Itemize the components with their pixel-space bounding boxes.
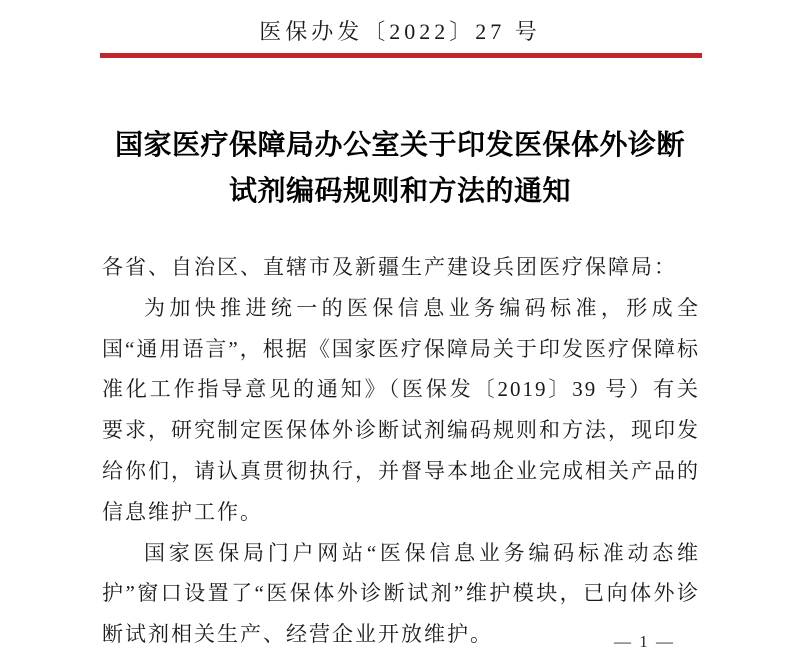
document-title-line-1: 国家医疗保障局办公室关于印发医保体外诊断 [114,130,685,161]
page-number: — 1 — [614,632,675,651]
document-title [100,123,700,215]
recipient-line: 各省、自治区、直辖市及新疆生产建设兵团医疗保障局： [102,255,677,279]
document-body [102,247,700,655]
body-paragraph-2: 国家医保局门户网站“医保信息业务编码标准动态维护”窗口设置了“医保体外诊断试剂”维护模块，已向体外诊断试剂相关生产、经营企业开放维护。 [102,540,700,647]
document-number: 医保办发〔2022〕27 号 [259,19,541,44]
body-paragraph-1: 为加快推进统一的医保信息业务编码标准，形成全国“通用语言”，根据《国家医疗保障局关于印发医疗保障标准化工作指导意见的通知》（医保发〔2019〕39 号）有关要求，研究制定医保体外诊断试剂编码规则和方法，现印发给你们，请认真贯彻执行，并督导本地企业完成相关产品的信息维护工作。 [102,295,700,524]
document-title-line-2: 试剂编码规则和方法的通知 [228,176,571,207]
red-divider-line [100,53,702,58]
